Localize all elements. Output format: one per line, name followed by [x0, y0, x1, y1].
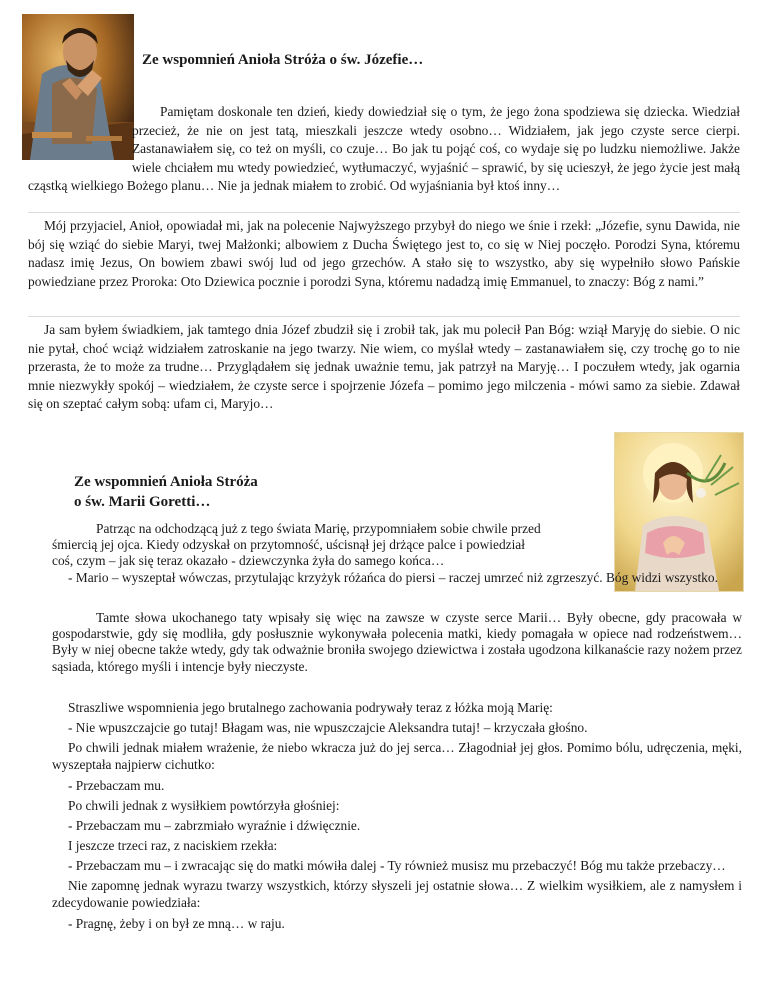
maria-paragraph-10: I jeszcze trzeci raz, z naciskiem rzekła:: [68, 838, 278, 854]
maria-paragraph-5: - Nie wpuszczajcie go tutaj! Błagam was, nie wpuszczajcie Aleksandra tutaj! – krzyczała głośno.: [68, 720, 588, 736]
maria-paragraph-4: Straszliwe wspomnienia jego brutalnego zachowania podrywały teraz z łóżka moją Marię:: [68, 700, 553, 715]
maria-title-line-1: Ze wspomnień Anioła Stróża: [74, 474, 258, 490]
maria-paragraph-3: Tamte słowa ukochanego taty wpisały się więc na zawsze w czyste serce Marii… Były obecne, gdy pracowała w gospodarstwie, gdy się modliła, gdy posłusznie wykonywała polecenia matki, kiedy pomagała w opiece nad rodzeństwem… Były w niej obecne także wtedy, gdy tak odważnie broniła swojego dziewictwa i została ugodzona kilkanaście razy nożem przez sąsiada, którego myśli i intencje były nieczyste.: [52, 610, 742, 674]
maria-paragraph-1-line-2: śmiercią jej ojca. Kiedy odzyskał on przytomność, uścisnął jej drżące palce i powiedział: [52, 537, 525, 552]
saint-maria-goretti-image: [614, 432, 744, 592]
maria-paragraph-2: - Mario – wyszeptał wówczas, przytulając krzyżyk różańca do piersi – raczej umrzeć niż zgrzeszyć. Bóg widzi wszystko.: [68, 570, 718, 585]
joseph-paragraph-1-text: Pamiętam doskonale ten dzień, kiedy dowiedział się o tym, że jego żona spodziewa się dziecka. Wiedział przecież, że nie on jest tatą, mieszkali jeszcze wtedy osobno… Widziałem, jak jego czyste serce cierpi. Zastanawiałem się, co też on myśli, co czuje… Bo jak tu pojąć coś, co wydaje się po ludzku niemożliwe. Jakże wiele chciałem mu wtedy powiedzieć, wytłumaczyć, wyjaśnić – sprawić, by się ucieszył, że jego życie jest małą cząstką wielkiego Bożego planu… Nie ja jednak miałem to zrobić. Od wyjaśniania był ktoś inny…: [28, 104, 740, 194]
joseph-section-title: Ze wspomnień Anioła Stróża o św. Józefie…: [142, 52, 424, 68]
maria-paragraph-6: Po chwili jednak miałem wrażenie, że niebo wkracza już do jej serca… Złagodniał jej głos. Pomimo bólu, udręczenia, męki, wyszeptała najpierw cichutko:: [52, 739, 742, 772]
maria-section-title: [74, 472, 258, 512]
joseph-paragraph-3: Ja sam byłem świadkiem, jak tamtego dnia Józef zbudził się i zrobił tak, jak mu polecił Pan Bóg: wziął Maryję do siebie. O nic nie pytał, choć wciąż widziałem zatroskanie na jego twarzy. Nie wiem, co myślał wtedy – zastanawiałem się, czy trochę go to nie przerasta, że to może za trudne… Przyglądałem się jednak uważnie temu, jak patrzył na Maryję… I poczułem wtedy, jak ogarnia mnie niezwykły spokój – wiedziałem, że czyste serce i spojrzenie Józefa – pomimo jego milczenia - mówi samo za siebie. Zdawał się on szeptać całym sobą: ufam ci, Maryjo…: [28, 316, 740, 414]
maria-paragraph-7: - Przebaczam mu.: [68, 777, 165, 793]
maria-paragraph-8: Po chwili jednak z wysiłkiem powtórzyła głośniej:: [68, 797, 340, 813]
maria-paragraph-9: - Przebaczam mu – zabrzmiało wyraźnie i dźwięcznie.: [68, 818, 361, 834]
maria-paragraph-11: - Przebaczam mu – i zwracając się do matki mówiła dalej - Ty również musisz mu przebaczyć! Bóg mu także przebaczy…: [68, 857, 726, 873]
saint-maria-goretti-illustration: [615, 433, 743, 591]
maria-title-line-2: o św. Marii Goretti…: [74, 494, 211, 510]
maria-paragraph-1-line-3: coś, czym – jak się teraz okazało - dziewczynka żyła do samego końca…: [52, 553, 445, 568]
joseph-paragraph-1: [28, 103, 740, 196]
joseph-paragraph-2: Mój przyjaciel, Anioł, opowiadał mi, jak na polecenie Najwyższego przybył do niego we śnie i rzekł: „Józefie, synu Dawida, nie bój się wziąć do siebie Maryi, twej Małżonki; albowiem z Ducha Świętego jest to, co się w Niej poczęło. Porodzi Syna, któremu nadasz imię Jezus, On bowiem zbawi swój lud od jego grzechów. A stało się to wszystko, aby się wypełniło słowo Pańskie powiedziane przez Proroka: Oto Dziewica pocznie i porodzi Syna, któremu nadadzą imię Emmanuel, to znaczy: Bóg z nami.”: [28, 212, 740, 291]
maria-paragraph-1-line-1: Patrząc na odchodzącą już z tego świata Marię, przypomniałem sobie chwile przed: [96, 521, 541, 536]
maria-paragraph-12: Nie zapomnę jednak wyrazu twarzy wszystkich, którzy słyszeli jej ostatnie słowa… Z wielkim wysiłkiem, ale z namysłem i zdecydowanie powiedziała:: [52, 877, 742, 910]
maria-paragraph-13: - Pragnę, żeby i on był ze mną… w raju.: [68, 915, 285, 931]
maria-dialogue-block: [52, 698, 742, 934]
